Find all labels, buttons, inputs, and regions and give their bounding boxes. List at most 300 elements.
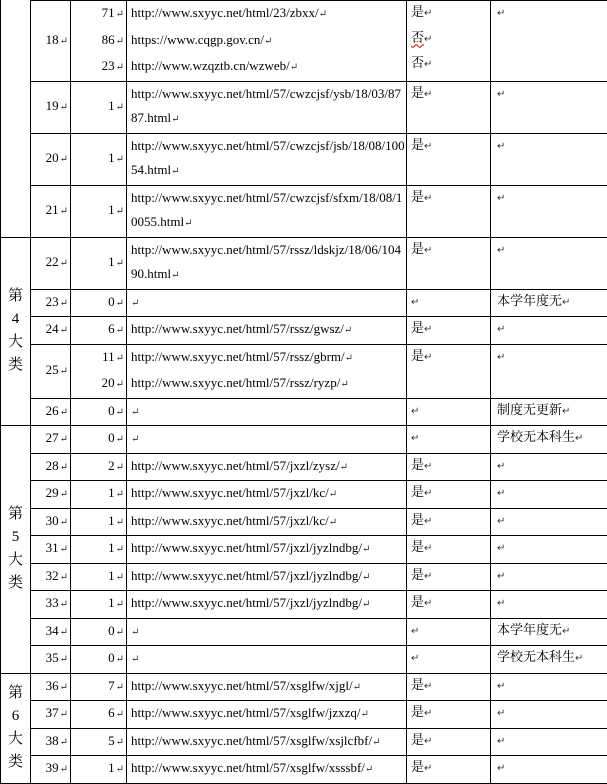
url-cell[interactable] bbox=[127, 508, 407, 536]
paragraph-mark: ↵ bbox=[424, 245, 432, 256]
no-cell bbox=[31, 453, 71, 481]
count-cell bbox=[71, 618, 127, 646]
published-flag: 是 bbox=[411, 595, 424, 610]
table-row bbox=[1, 728, 607, 756]
no-cell bbox=[31, 756, 71, 784]
paragraph-mark: ↵ bbox=[116, 544, 124, 555]
url-link[interactable]: http://www.sxyyc.net/html/57/jxzl/jyzlndbg/ bbox=[131, 540, 362, 555]
paragraph-mark: ↵ bbox=[116, 379, 124, 390]
paragraph-mark: ↵ bbox=[329, 489, 337, 500]
table-row bbox=[1, 646, 607, 674]
count-cell bbox=[71, 563, 127, 591]
row-number: 25 bbox=[46, 362, 59, 377]
url-cell[interactable] bbox=[127, 185, 407, 237]
yn-cell bbox=[407, 398, 491, 426]
url-cell[interactable] bbox=[127, 536, 407, 564]
count-cell bbox=[71, 398, 127, 426]
paragraph-mark: ↵ bbox=[411, 297, 419, 308]
note-cell bbox=[491, 756, 607, 784]
paragraph-mark: ↵ bbox=[497, 736, 505, 747]
paragraph-mark: ↵ bbox=[116, 9, 124, 20]
paragraph-mark: ↵ bbox=[361, 709, 369, 720]
cell-text: 0 bbox=[108, 650, 115, 665]
url-cell[interactable] bbox=[127, 237, 407, 289]
paragraph-mark: ↵ bbox=[60, 627, 68, 638]
paragraph-mark: ↵ bbox=[60, 764, 68, 775]
paragraph-mark: ↵ bbox=[497, 543, 505, 554]
paragraph-mark: ↵ bbox=[497, 245, 505, 256]
url-link[interactable]: http://www.sxyyc.net/html/57/cwzcjsf/sfxm/18/08/10055.html bbox=[131, 190, 402, 230]
paragraph-mark: ↵ bbox=[60, 572, 68, 583]
paragraph-mark: ↵ bbox=[497, 488, 505, 499]
paragraph-mark: ↵ bbox=[575, 433, 583, 444]
row-number: 19 bbox=[46, 98, 59, 113]
row-number: 29 bbox=[46, 485, 59, 500]
paragraph-mark: ↵ bbox=[171, 270, 179, 281]
row-number: 23 bbox=[46, 294, 59, 309]
note-cell bbox=[491, 453, 607, 481]
count-cell bbox=[71, 646, 127, 674]
category-cell bbox=[1, 426, 31, 674]
yn-cell bbox=[407, 728, 491, 756]
row-number: 32 bbox=[46, 568, 59, 583]
no-cell bbox=[31, 344, 71, 398]
url-cell[interactable] bbox=[127, 453, 407, 481]
url-link[interactable]: http://www.sxyyc.net/html/57/xsglfw/xjgl/ bbox=[131, 678, 353, 693]
paragraph-mark: ↵ bbox=[424, 461, 432, 472]
cell-text: http://www.sxyyc.net/html/57/rssz/gbrm/ bbox=[131, 349, 345, 364]
cell-text: 0 bbox=[108, 294, 115, 309]
cell-text: 0 bbox=[108, 403, 115, 418]
paragraph-mark: ↵ bbox=[562, 297, 570, 308]
paragraph-mark: ↵ bbox=[116, 709, 124, 720]
paragraph-mark: ↵ bbox=[362, 544, 370, 555]
published-flag: 是 bbox=[411, 760, 424, 775]
cell-text: 1 bbox=[108, 513, 115, 528]
row-number: 36 bbox=[46, 678, 59, 693]
url-cell bbox=[127, 398, 407, 426]
no-cell bbox=[31, 563, 71, 591]
paragraph-mark: ↵ bbox=[116, 434, 124, 445]
paragraph-mark: ↵ bbox=[497, 89, 505, 100]
url-cell bbox=[127, 426, 407, 454]
url-link[interactable]: http://www.sxyyc.net/html/57/cwzcjsf/ysb/18/03/8787.html bbox=[131, 86, 401, 126]
category-label: 第4大类 bbox=[8, 285, 24, 377]
cell-text: 7 bbox=[108, 678, 115, 693]
paragraph-mark: ↵ bbox=[60, 709, 68, 720]
category-label: 第5大类 bbox=[8, 503, 24, 595]
no-cell bbox=[31, 1, 71, 82]
url-link[interactable]: http://www.sxyyc.net/html/57/xsglfw/jzxzq/ bbox=[131, 705, 361, 720]
paragraph-mark: ↵ bbox=[362, 599, 370, 610]
table-row bbox=[1, 133, 607, 185]
yn-cell bbox=[407, 185, 491, 237]
paragraph-mark: ↵ bbox=[497, 352, 505, 363]
paragraph-mark: ↵ bbox=[116, 737, 124, 748]
count-cell bbox=[71, 591, 127, 619]
no-cell bbox=[31, 591, 71, 619]
url-link[interactable]: http://www.sxyyc.net/html/57/rssz/ldskjz/18/06/10490.html bbox=[131, 242, 401, 282]
paragraph-mark: ↵ bbox=[60, 489, 68, 500]
url-cell[interactable] bbox=[127, 1, 407, 82]
yn-cell bbox=[407, 1, 491, 82]
yn-cell bbox=[407, 133, 491, 185]
paragraph-mark: ↵ bbox=[131, 654, 139, 665]
published-flag: 是 bbox=[411, 190, 424, 205]
paragraph-mark: ↵ bbox=[60, 407, 68, 418]
table-row bbox=[1, 591, 607, 619]
paragraph-mark: ↵ bbox=[353, 682, 361, 693]
paragraph-mark: ↵ bbox=[424, 598, 432, 609]
count-cell bbox=[71, 133, 127, 185]
row-number: 38 bbox=[46, 733, 59, 748]
paragraph-mark: ↵ bbox=[497, 763, 505, 774]
note-text: 学校无本科生 bbox=[497, 430, 575, 445]
no-cell bbox=[31, 481, 71, 509]
note-text: 制度无更新 bbox=[497, 403, 562, 418]
yn-cell bbox=[407, 646, 491, 674]
cell-text: 23 bbox=[102, 58, 115, 73]
yn-cell bbox=[407, 563, 491, 591]
no-cell bbox=[31, 728, 71, 756]
paragraph-mark: ↵ bbox=[329, 517, 337, 528]
count-cell bbox=[71, 481, 127, 509]
no-cell bbox=[31, 701, 71, 729]
table-row bbox=[1, 508, 607, 536]
count-cell bbox=[71, 756, 127, 784]
url-cell[interactable] bbox=[127, 701, 407, 729]
paragraph-mark: ↵ bbox=[340, 462, 348, 473]
paragraph-mark: ↵ bbox=[116, 489, 124, 500]
url-link[interactable]: http://www.sxyyc.net/html/57/rssz/gwsz/ bbox=[131, 321, 344, 336]
note-cell bbox=[491, 618, 607, 646]
paragraph-mark: ↵ bbox=[497, 193, 505, 204]
table-row bbox=[1, 673, 607, 701]
no-cell bbox=[31, 508, 71, 536]
cell-text: 86 bbox=[102, 32, 115, 47]
paragraph-mark: ↵ bbox=[60, 462, 68, 473]
count-cell bbox=[71, 508, 127, 536]
table-row bbox=[1, 344, 607, 398]
url-cell[interactable] bbox=[127, 317, 407, 345]
row-number: 33 bbox=[46, 595, 59, 610]
table-row bbox=[1, 237, 607, 289]
paragraph-mark: ↵ bbox=[116, 462, 124, 473]
count-cell bbox=[71, 81, 127, 133]
row-number: 21 bbox=[46, 202, 59, 217]
no-cell bbox=[31, 426, 71, 454]
table-row bbox=[1, 756, 607, 784]
paragraph-mark: ↵ bbox=[60, 102, 68, 113]
paragraph-mark: ↵ bbox=[60, 544, 68, 555]
paragraph-mark: ↵ bbox=[424, 681, 432, 692]
paragraph-mark: ↵ bbox=[497, 324, 505, 335]
note-cell bbox=[491, 317, 607, 345]
cell-text: 否 bbox=[411, 31, 424, 46]
paragraph-mark: ↵ bbox=[116, 572, 124, 583]
yn-cell bbox=[407, 673, 491, 701]
note-text: 本学年度无 bbox=[497, 623, 562, 638]
paragraph-mark: ↵ bbox=[345, 353, 353, 364]
table-row bbox=[1, 453, 607, 481]
row-number: 37 bbox=[46, 705, 59, 720]
cell-text: 1 bbox=[108, 540, 115, 555]
url-link[interactable]: http://www.sxyyc.net/html/57/jxzl/kc/ bbox=[131, 513, 329, 528]
note-cell bbox=[491, 563, 607, 591]
table-row bbox=[1, 317, 607, 345]
published-flag: 是 bbox=[411, 458, 424, 473]
note-cell bbox=[491, 237, 607, 289]
published-flag: 是 bbox=[411, 733, 424, 748]
paragraph-mark: ↵ bbox=[424, 59, 432, 70]
paragraph-mark: ↵ bbox=[116, 298, 124, 309]
cell-text: 1 bbox=[108, 254, 115, 269]
note-cell bbox=[491, 536, 607, 564]
paragraph-mark: ↵ bbox=[344, 325, 352, 336]
row-number: 18 bbox=[46, 32, 59, 47]
note-cell bbox=[491, 673, 607, 701]
paragraph-mark: ↵ bbox=[60, 682, 68, 693]
url-cell[interactable] bbox=[127, 563, 407, 591]
count-cell bbox=[71, 185, 127, 237]
url-link[interactable]: http://www.sxyyc.net/html/57/xsglfw/xsssbf/ bbox=[131, 760, 365, 775]
count-cell bbox=[71, 237, 127, 289]
cell-text: 6 bbox=[108, 705, 115, 720]
paragraph-mark: ↵ bbox=[497, 598, 505, 609]
paragraph-mark: ↵ bbox=[171, 114, 179, 125]
category-cell bbox=[1, 237, 31, 426]
paragraph-mark: ↵ bbox=[131, 298, 139, 309]
yn-cell bbox=[407, 508, 491, 536]
cell-text: 1 bbox=[108, 568, 115, 583]
category-cell bbox=[1, 0, 31, 237]
paragraph-mark: ↵ bbox=[424, 763, 432, 774]
paragraph-mark: ↵ bbox=[116, 764, 124, 775]
paragraph-mark: ↵ bbox=[340, 379, 348, 390]
paragraph-mark: ↵ bbox=[116, 325, 124, 336]
note-cell bbox=[491, 81, 607, 133]
table-row bbox=[1, 289, 607, 317]
note-cell bbox=[491, 1, 607, 82]
no-cell bbox=[31, 673, 71, 701]
paragraph-mark: ↵ bbox=[184, 218, 192, 229]
published-flag: 是 bbox=[411, 86, 424, 101]
url-cell[interactable] bbox=[127, 673, 407, 701]
no-cell bbox=[31, 237, 71, 289]
paragraph-mark: ↵ bbox=[131, 434, 139, 445]
note-cell bbox=[491, 701, 607, 729]
no-cell bbox=[31, 81, 71, 133]
no-cell bbox=[31, 536, 71, 564]
cell-text: 0 bbox=[108, 430, 115, 445]
yn-cell bbox=[407, 237, 491, 289]
paragraph-mark: ↵ bbox=[411, 433, 419, 444]
url-cell bbox=[127, 646, 407, 674]
note-cell bbox=[491, 344, 607, 398]
paragraph-mark: ↵ bbox=[116, 154, 124, 165]
row-number: 35 bbox=[46, 650, 59, 665]
published-flag: 是 bbox=[411, 138, 424, 153]
url-cell bbox=[127, 618, 407, 646]
paragraph-mark: ↵ bbox=[60, 298, 68, 309]
paragraph-mark: ↵ bbox=[411, 653, 419, 664]
count-cell bbox=[71, 344, 127, 398]
table-row bbox=[1, 618, 607, 646]
paragraph-mark: ↵ bbox=[424, 8, 432, 19]
published-flag: 是 bbox=[411, 678, 424, 693]
cell-text: 1 bbox=[108, 595, 115, 610]
yn-cell bbox=[407, 701, 491, 729]
url-link[interactable]: http://www.sxyyc.net/html/57/jxzl/jyzlndbg/ bbox=[131, 595, 362, 610]
paragraph-mark: ↵ bbox=[116, 36, 124, 47]
paragraph-mark: ↵ bbox=[424, 543, 432, 554]
paragraph-mark: ↵ bbox=[424, 352, 432, 363]
url-cell[interactable] bbox=[127, 481, 407, 509]
paragraph-mark: ↵ bbox=[264, 36, 272, 47]
url-cell[interactable] bbox=[127, 591, 407, 619]
url-link[interactable]: http://www.sxyyc.net/html/57/cwzcjsf/jsb/18/08/10054.html bbox=[131, 138, 405, 178]
count-cell bbox=[71, 317, 127, 345]
paragraph-mark: ↵ bbox=[116, 627, 124, 638]
cell-text: 1 bbox=[108, 150, 115, 165]
url-cell[interactable] bbox=[127, 344, 407, 398]
paragraph-mark: ↵ bbox=[116, 407, 124, 418]
table-row bbox=[1, 481, 607, 509]
paragraph-mark: ↵ bbox=[365, 764, 373, 775]
paragraph-mark: ↵ bbox=[116, 654, 124, 665]
published-flag: 是 bbox=[411, 485, 424, 500]
paragraph-mark: ↵ bbox=[562, 406, 570, 417]
cell-text: 20 bbox=[102, 375, 115, 390]
url-cell bbox=[127, 289, 407, 317]
count-cell bbox=[71, 453, 127, 481]
yn-cell bbox=[407, 426, 491, 454]
cell-text: 是 bbox=[411, 5, 424, 20]
url-link[interactable]: http://www.sxyyc.net/html/57/jxzl/zysz/ bbox=[131, 458, 340, 473]
yn-cell bbox=[407, 536, 491, 564]
paragraph-mark: ↵ bbox=[497, 708, 505, 719]
table-row bbox=[1, 398, 607, 426]
paragraph-mark: ↵ bbox=[131, 627, 139, 638]
cell-text: 1 bbox=[108, 202, 115, 217]
count-cell bbox=[71, 1, 127, 82]
cell-text: 1 bbox=[108, 760, 115, 775]
note-cell bbox=[491, 185, 607, 237]
count-cell bbox=[71, 701, 127, 729]
no-cell bbox=[31, 646, 71, 674]
note-cell bbox=[491, 508, 607, 536]
paragraph-mark: ↵ bbox=[60, 434, 68, 445]
note-cell bbox=[491, 133, 607, 185]
note-cell bbox=[491, 426, 607, 454]
paragraph-mark: ↵ bbox=[424, 34, 432, 45]
published-flag: 是 bbox=[411, 540, 424, 555]
no-cell bbox=[31, 317, 71, 345]
yn-cell bbox=[407, 344, 491, 398]
published-flag: 是 bbox=[411, 349, 424, 364]
table-row bbox=[1, 563, 607, 591]
paragraph-mark: ↵ bbox=[60, 599, 68, 610]
category-cell bbox=[1, 673, 31, 783]
yn-cell bbox=[407, 317, 491, 345]
paragraph-mark: ↵ bbox=[362, 572, 370, 583]
row-number: 28 bbox=[46, 458, 59, 473]
table-row bbox=[1, 536, 607, 564]
paragraph-mark: ↵ bbox=[497, 681, 505, 692]
url-link[interactable]: http://www.sxyyc.net/html/57/xsglfw/xsjlcfbf/ bbox=[131, 733, 372, 748]
no-cell bbox=[31, 185, 71, 237]
no-cell bbox=[31, 133, 71, 185]
paragraph-mark: ↵ bbox=[424, 708, 432, 719]
yn-cell bbox=[407, 756, 491, 784]
paragraph-mark: ↵ bbox=[562, 626, 570, 637]
paragraph-mark: ↵ bbox=[60, 737, 68, 748]
published-flag: 是 bbox=[411, 321, 424, 336]
no-cell bbox=[31, 398, 71, 426]
row-number: 20 bbox=[46, 150, 59, 165]
url-cell[interactable] bbox=[127, 756, 407, 784]
paragraph-mark: ↵ bbox=[497, 571, 505, 582]
published-flag: 是 bbox=[411, 513, 424, 528]
cell-text: http://www.wzqztb.cn/wzweb/ bbox=[131, 58, 290, 73]
url-cell[interactable] bbox=[127, 133, 407, 185]
yn-cell bbox=[407, 591, 491, 619]
no-cell bbox=[31, 618, 71, 646]
url-cell[interactable] bbox=[127, 728, 407, 756]
published-flag: 是 bbox=[411, 568, 424, 583]
table-row bbox=[1, 426, 607, 454]
table-row bbox=[1, 1, 607, 82]
row-number: 22 bbox=[46, 254, 59, 269]
row-number: 27 bbox=[46, 430, 59, 445]
paragraph-mark: ↵ bbox=[116, 206, 124, 217]
row-number: 30 bbox=[46, 513, 59, 528]
paragraph-mark: ↵ bbox=[60, 517, 68, 528]
paragraph-mark: ↵ bbox=[424, 89, 432, 100]
paragraph-mark: ↵ bbox=[411, 626, 419, 637]
cell-text: http://www.sxyyc.net/html/57/rssz/ryzp/ bbox=[131, 375, 340, 390]
table-row bbox=[1, 185, 607, 237]
url-cell[interactable] bbox=[127, 81, 407, 133]
yn-cell bbox=[407, 289, 491, 317]
note-cell bbox=[491, 646, 607, 674]
paragraph-mark: ↵ bbox=[411, 406, 419, 417]
url-link[interactable]: http://www.sxyyc.net/html/57/jxzl/jyzlndbg/ bbox=[131, 568, 362, 583]
cell-text: 否 bbox=[411, 56, 424, 71]
paragraph-mark: ↵ bbox=[497, 461, 505, 472]
cell-text: 6 bbox=[108, 321, 115, 336]
paragraph-mark: ↵ bbox=[60, 36, 68, 47]
cell-text: 1 bbox=[108, 485, 115, 500]
paragraph-mark: ↵ bbox=[497, 8, 505, 19]
note-cell bbox=[491, 728, 607, 756]
row-number: 39 bbox=[46, 760, 59, 775]
note-cell bbox=[491, 481, 607, 509]
url-link[interactable]: http://www.sxyyc.net/html/57/jxzl/kc/ bbox=[131, 485, 329, 500]
paragraph-mark: ↵ bbox=[116, 353, 124, 364]
paragraph-mark: ↵ bbox=[60, 366, 68, 377]
paragraph-mark: ↵ bbox=[372, 737, 380, 748]
paragraph-mark: ↵ bbox=[116, 517, 124, 528]
paragraph-mark: ↵ bbox=[60, 654, 68, 665]
cell-text: 1 bbox=[108, 98, 115, 113]
paragraph-mark: ↵ bbox=[424, 571, 432, 582]
paragraph-mark: ↵ bbox=[424, 516, 432, 527]
published-flag: 是 bbox=[411, 705, 424, 720]
cell-text: 71 bbox=[102, 5, 115, 20]
paragraph-mark: ↵ bbox=[60, 325, 68, 336]
paragraph-mark: ↵ bbox=[424, 193, 432, 204]
